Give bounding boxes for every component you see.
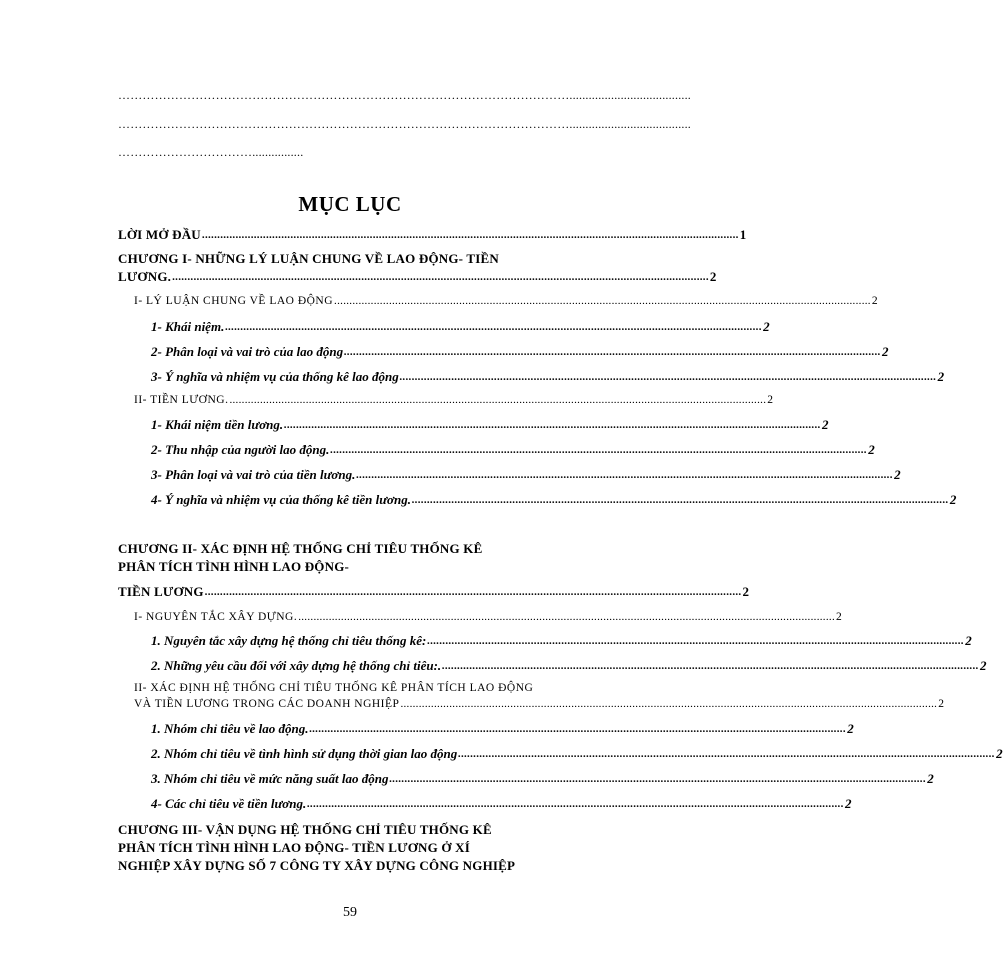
toc-entry-label: 2- Thu nhập của người lao động. [151, 442, 330, 457]
dot-leader: ................................................................................................................................................................................ [229, 394, 767, 406]
toc-entry-page: 1 [739, 227, 747, 242]
dot-leader: ................................................................................................................................................................................ [334, 295, 871, 307]
toc-entry-page: 2 [937, 369, 945, 384]
toc-section-2-2-line1[interactable]: II- XÁC ĐỊNH HỆ THỐNG CHỈ TIÊU THỐNG KÊ PHÂN TÍCH LAO ĐỘNG [134, 682, 534, 694]
toc-chapter-3-line1[interactable]: CHƯƠNG III- VẬN DỤNG HỆ THỐNG CHỈ TIÊU THỐNG KÊ [118, 822, 492, 837]
dot-leader: ................................................................................................................................................................................ [309, 723, 847, 735]
toc-entry-page: 2 [847, 721, 854, 736]
page-number: 59 [343, 905, 357, 920]
toc-entry-page: 2 [894, 467, 901, 482]
toc-subsection[interactable] [151, 416, 829, 434]
toc-section-2-2[interactable] [134, 695, 945, 713]
toc-entry-page: 2 [949, 492, 957, 507]
toc-chapter-1-line1[interactable]: CHƯƠNG I- NHỮNG LÝ LUẬN CHUNG VỀ LAO ĐỘNG- TIỀN [118, 251, 500, 266]
toc-section-2-1[interactable] [134, 608, 843, 626]
toc-entry-label: VÀ TIỀN LƯƠNG TRONG CÁC DOANH NGHIỆP [134, 698, 400, 710]
toc-subsection[interactable] [151, 343, 889, 361]
toc-subsection[interactable] [151, 795, 852, 813]
toc-entry-page: 2 [871, 295, 879, 307]
toc-subsection[interactable] [151, 745, 1003, 763]
toc-section-1-2[interactable] [134, 391, 774, 409]
toc-chapter-1[interactable] [118, 268, 717, 286]
dot-leader: ................................................................................................................................................................................ [201, 229, 739, 241]
toc-entry-page: 2 [767, 394, 774, 406]
toc-entry-label: 1- Khái niệm. [151, 319, 225, 334]
dot-leader: ................................................................................................................................................................................ [356, 469, 894, 481]
dotted-line: …………………………………………………………………………………………………...................................... [118, 117, 691, 131]
toc-subsection[interactable] [151, 632, 972, 650]
toc-subsection[interactable] [151, 368, 945, 386]
dot-leader: ................................................................................................................................................................................ [204, 586, 742, 598]
dot-leader: ................................................................................................................................................................................ [344, 346, 881, 358]
dot-leader: ................................................................................................................................................................................ [442, 660, 979, 672]
dot-leader: ................................................................................................................................................................................ [412, 494, 949, 506]
toc-subsection[interactable] [151, 466, 901, 484]
dot-leader: ................................................................................................................................................................................ [330, 444, 868, 456]
dot-leader: ................................................................................................................................................................................ [307, 798, 845, 810]
toc-entry-page: 2 [742, 584, 750, 599]
toc-entry-page: 2 [763, 319, 770, 334]
toc-chapter-3-line2[interactable]: PHÂN TÍCH TÌNH HÌNH LAO ĐỘNG- TIỀN LƯƠNG Ở XÍ [118, 840, 470, 855]
toc-entry-label: 4- Ý nghĩa và nhiệm vụ của thống kê tiền lương. [151, 492, 411, 507]
dot-leader: ................................................................................................................................................................................ [427, 635, 965, 647]
toc-entry-label: TIỀN LƯƠNG [118, 584, 204, 599]
toc-entry-label: 3- Phân loại và vai trò của tiền lương. [151, 467, 356, 482]
dot-leader: ................................................................................................................................................................................ [284, 419, 821, 431]
toc-entry-label: 1. Nhóm chỉ tiêu về lao động. [151, 721, 309, 736]
dot-leader: ................................................................................................................................................................................ [172, 271, 709, 283]
toc-subsection[interactable] [151, 720, 854, 738]
dotted-line: …………………………………………………………………………………………………...................................... [118, 88, 691, 102]
toc-entry-page: 2 [821, 417, 829, 432]
toc-entry-page: 2 [996, 746, 1003, 761]
toc-subsection[interactable] [151, 441, 875, 459]
toc-entry-label: I- NGUYÊN TẮC XÂY DỰNG. [134, 611, 298, 623]
toc-subsection[interactable] [151, 491, 957, 509]
toc-entry-loi-mo-dau[interactable] [118, 226, 747, 244]
toc-entry-page: 2 [881, 344, 889, 359]
toc-chapter-2-line2[interactable]: PHÂN TÍCH TÌNH HÌNH LAO ĐỘNG- [118, 559, 350, 574]
toc-entry-label: 1- Khái niệm tiền lương. [151, 417, 284, 432]
toc-entry-page: 2 [845, 796, 852, 811]
toc-entry-label: 2- Phân loại và vai trò của lao động [151, 344, 344, 359]
toc-entry-page: 2 [709, 269, 717, 284]
dot-leader: ................................................................................................................................................................................ [400, 698, 938, 710]
dot-leader: ................................................................................................................................................................................ [298, 611, 836, 623]
toc-entry-label: 2. Những yêu cầu đối với xây dựng hệ thống chỉ tiêu:. [151, 658, 442, 673]
dot-leader: ................................................................................................................................................................................ [225, 321, 763, 333]
toc-chapter-2-line1[interactable]: CHƯƠNG II- XÁC ĐỊNH HỆ THỐNG CHỈ TIÊU THỐNG KÊ [118, 541, 483, 556]
toc-entry-page: 2 [938, 698, 945, 710]
toc-entry-label: LƯƠNG. [118, 269, 172, 284]
toc-entry-label: 3. Nhóm chỉ tiêu về mức năng suất lao động [151, 771, 389, 786]
toc-entry-page: 2 [979, 658, 987, 673]
toc-subsection[interactable] [151, 657, 987, 675]
dotted-line: ……………………………................ [118, 145, 304, 159]
toc-subsection[interactable] [151, 770, 934, 788]
dot-leader: ................................................................................................................................................................................ [458, 748, 996, 760]
toc-subsection[interactable] [151, 318, 770, 336]
toc-entry-page: 2 [927, 771, 934, 786]
toc-entry-label: 2. Nhóm chỉ tiêu về tình hình sử dụng thời gian lao động [151, 746, 458, 761]
toc-title: MỤC LỤC [298, 192, 402, 216]
toc-section-1-1[interactable] [134, 292, 879, 310]
dot-leader: ................................................................................................................................................................................ [399, 371, 937, 383]
toc-entry-label: LỜI MỞ ĐẦU [118, 227, 201, 242]
toc-entry-label: I- LÝ LUẬN CHUNG VỀ LAO ĐỘNG [134, 295, 334, 307]
toc-entry-page: 2 [965, 633, 972, 648]
dot-leader: ................................................................................................................................................................................ [389, 773, 927, 785]
toc-entry-label: 4- Các chỉ tiêu về tiền lương. [151, 796, 307, 811]
toc-entry-label: 1. Nguyên tắc xây dựng hệ thống chỉ tiêu thống kê: [151, 633, 427, 648]
toc-entry-page: 2 [868, 442, 875, 457]
toc-chapter-2[interactable] [118, 583, 750, 601]
toc-entry-page: 2 [836, 611, 843, 623]
toc-entry-label: II- TIỀN LƯƠNG. [134, 394, 229, 406]
toc-chapter-3-line3[interactable]: NGHIỆP XÂY DỰNG SỐ 7 CÔNG TY XÂY DỰNG CÔNG NGHIỆP [118, 858, 516, 873]
toc-entry-label: 3- Ý nghĩa và nhiệm vụ của thống kê lao động [151, 369, 399, 384]
